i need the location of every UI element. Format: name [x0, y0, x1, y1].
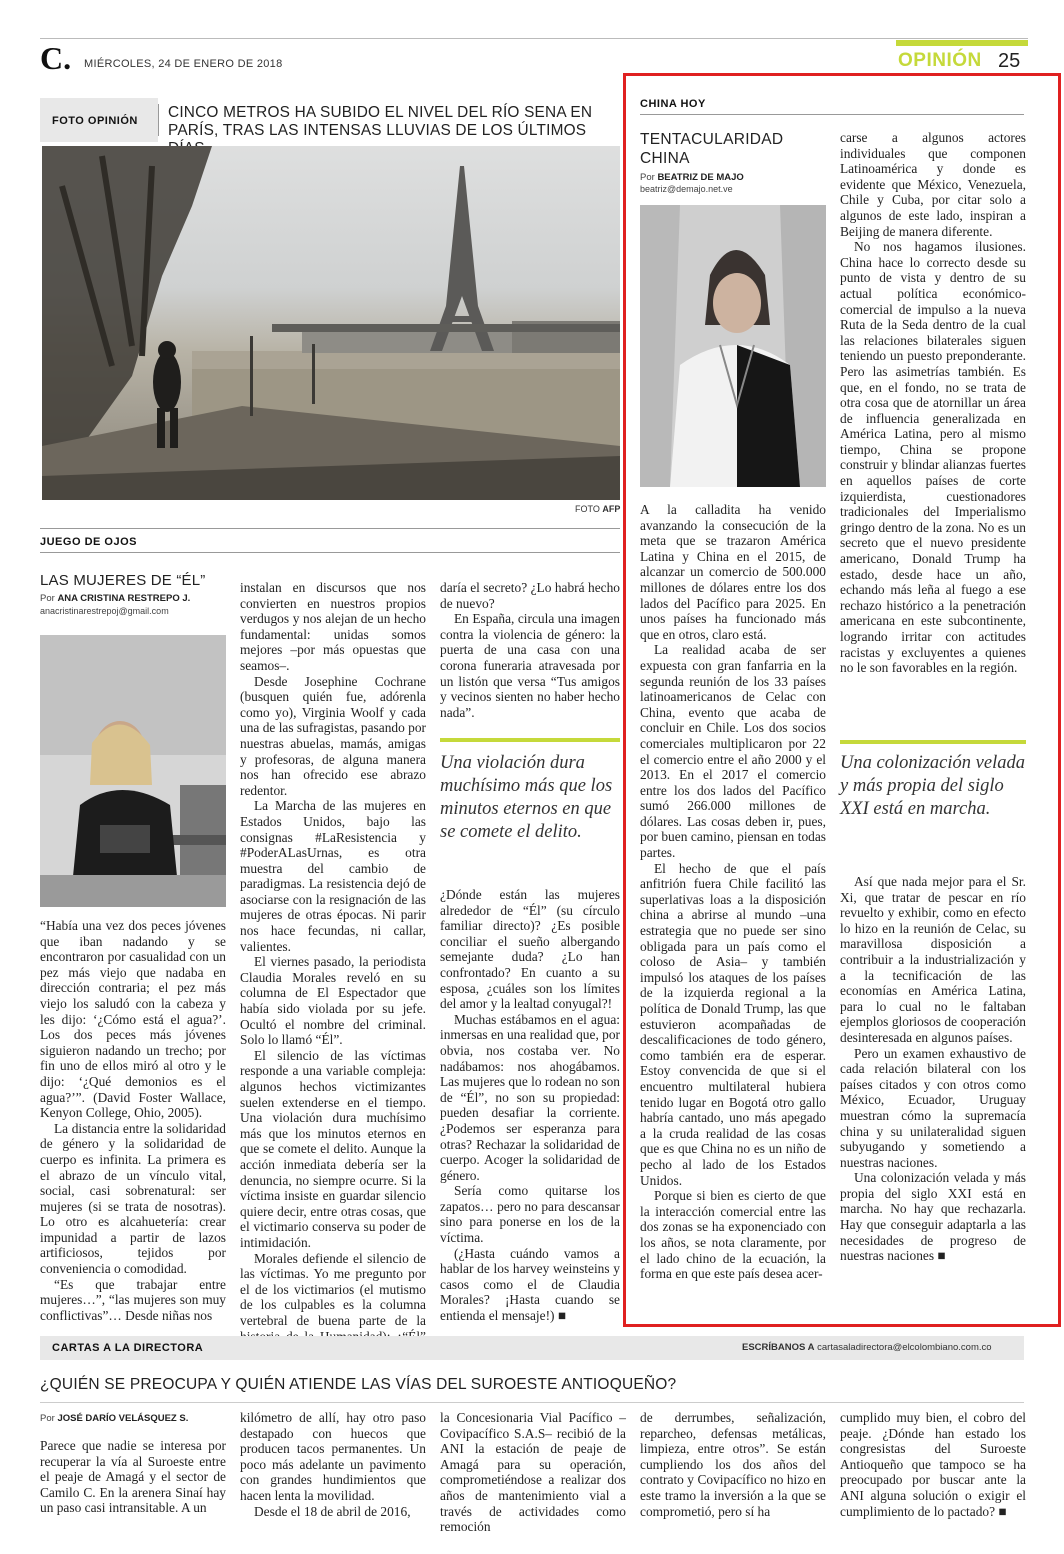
- cartas-byline: [40, 1413, 188, 1424]
- cartas-col2: [240, 1410, 426, 1519]
- paragraph: Así que nada mejor para el Sr. Xi, que tratar de pescar en río revuelto y exhibir, como en efecto lo hizo en la reunión de Celac, su maravillosa disposición a contribuir a la industrialización y a la tecnificación de las economías en América Latina, para lo cual no le faltaban ejemplos gloriosos de cooperación desinteresada en algunos países.: [840, 874, 1026, 1045]
- juego-author: ANA CRISTINA RESTREPO J.: [57, 593, 191, 604]
- paragraph: (¿Hasta cuándo vamos a hablar de los harvey weinsteins y casos como el de Claudia Morales? ¡Hasta cuando se entienda el mensaje!) ■: [440, 1245, 620, 1324]
- juego-title: LAS MUJERES DE “ÉL”: [40, 572, 206, 589]
- paris-flood-photo: [42, 146, 620, 500]
- paragraph: Desde Josephine Cochrane (busquen quién fue, adórenla como yo), Virginia Woolf y cada una de las sufragistas, pasando por nuestras abuelas, mamás, amigas y profesoras, de alguna manera nos han ofrecido ese abrazo redentor.: [240, 673, 426, 798]
- cartas-section-label: CARTAS A LA DIRECTORA: [52, 1342, 204, 1354]
- foto-opinion-title: CINCO METROS HA SUBIDO EL NIVEL DEL RÍO SENA EN PARÍS, TRAS LAS INTENSAS LLUVIAS DE LOS ÚLTIMOS: [168, 104, 593, 139]
- china-section-rule: [640, 114, 1024, 115]
- pull-quote-accent: [440, 738, 620, 742]
- paragraph: La Marcha de las mujeres en Estados Unidos, bajo las consignas #LaResistencia y #PoderALasUrnas, es otra muestra del cambio de paradigmas. La resistencia dejó de asociarse con la resignación de las mujeres de otras épocas. Ni parir nos hace fecundas, ni callar, valientes.: [240, 798, 426, 954]
- china-col2-top: [840, 130, 1026, 676]
- author-photo-demajo-art: [640, 205, 826, 487]
- paragraph: Sería como quitarse los zapatos… pero no para descansar sino para ponerse en los de la víctima.: [440, 1183, 620, 1246]
- foto-opinion-label: FOTO OPINIÓN: [52, 115, 138, 127]
- section-name: OPINIÓN: [898, 50, 982, 71]
- juego-section-rule: [40, 552, 620, 553]
- paragraph: ¿Dónde están las mujeres alrededor de “Él” (su círculo familiar directo)? ¿Es posible conciliar el sueño albergando semejante duda? ¿Lo han confrontado? En cuanto a su esposa, ¿cuáles son los límites del amor y la lealtad conyugal?!: [440, 887, 620, 1012]
- paragraph: de derrumbes, señalización, reparcheo, defensas metálicas, limpieza, entre otros”. Se están cumpliendo los dos años del contrato y Covipacífico no hizo en este tramo la inversión a la que se comprometió, pero sí ha: [640, 1410, 826, 1519]
- paragraph: Porque si bien es cierto de que la interacción comercial entre las dos zonas se ha exponenciado con los años, se nota claramente, por el lado chino de la ecuación, la forma en que este país desea acer-: [640, 1188, 826, 1282]
- paragraph: Pero un examen exhaustivo de cada relación bilateral con los países citados y con otros como México, Ecuador, Uruguay muestran cómo la supremacía china y su unilateralidad siguen subyugando y sometiendo a nuestras naciones.: [840, 1045, 1026, 1170]
- byline-prefix: Por: [640, 172, 655, 183]
- paragraph: carse a algunos actores individuales que componen Latinoamérica y donde es evidente que México, Venezuela, Chile y Cuba, por citar solo a algunos de este lado, inspiran a Beijing de manera diferente.: [840, 130, 1026, 239]
- byline-prefix: Por: [40, 593, 55, 604]
- photo-credit: [575, 504, 620, 514]
- cartas-author: JOSÉ DARÍO VELÁSQUEZ S.: [57, 1413, 189, 1424]
- cartas-col5: [840, 1410, 1026, 1519]
- paragraph: instalan en discursos que nos convierten en nuestros propios verdugos y nos alejan de un hecho fundamental: unidas somos mejores –por más opuestas que seamos–.: [240, 580, 426, 673]
- divider: [158, 104, 159, 136]
- paragraph: “Es que trabajar entre mujeres…”, “las mujeres son muy conflictivas”… Desde niñas nos: [40, 1276, 226, 1323]
- paragraph: No nos hagamos ilusiones. China hace lo correcto desde su punto de vista y dentro de su actual política económico-comercial de impulso a la nueva Ruta de la Seda dentro de la cual las relaciones bilaterales siguen teniendo un puesto preponderante. Pero las asimetrías también. Es que, en el fondo, no se trata de otra cosa que de atornillar un área de influencia generalizada en América Latina, pero al mismo tiempo, China se propone construir y blindar alianzas fuertes en aquellos países de corte izquierdista, cuestionadores tradicionales del Imperialismo gringo dentro de la zona. No es un secreto que el nuevo presidente americano, Donald Trump ha estado, desde hace un año, echando más leña al fuego a ese rechazo histórico a la penetración americana en este subcontinente, logrando irritar con actitudes racistas y excluyentes a quienes no le son favorables en la región.: [840, 239, 1026, 676]
- paragraph: El silencio de las víctimas responde a una variable compleja: algunos hechos victimizantes suelen extenderse en el tiempo. Una violación dura muchísimo más que los minutos eternos en que se comete el delito. Aunque la acción inmediata debería ser la denuncia, no siempre ocurre. Si la víctima insiste en guardar silencio quiere decir, entre otras cosas, que el victimario conserva su poder de intimidación.: [240, 1047, 426, 1250]
- paragraph: “Había una vez dos peces jóvenes que iban nadando y se encontraron por casualidad con un pez más viejo que nadaba en dirección contraria; el pez más viejo los saludó con la cabeza y les dijo: ‘¿Cómo está el agua?’. Los dos peces más jóvenes siguieron nadando un trecho; por fin uno de ellos miró al otro y le dijo: ‘¿Qué demonios es el agua?’”. (David Foster Wallace, Kenyon College, Ohio, 2005).: [40, 918, 226, 1121]
- paragraph: Muchas estábamos en el agua: inmersas en una realidad que, por obvia, nos costaba ver. No nadábamos: nos ahogábamos. Las mujeres que lo rodean no son de “Él”, no son su propiedad: pueden desafiar la corriente. ¿Podemos ser esperanza para otras? Rechazar la solidaridad de cuerpo. Acoger la solidaridad de género.: [440, 1011, 620, 1183]
- cartas-col4: [640, 1410, 826, 1519]
- paragraph: Parece que nadie se interesa por recuperar la vía al Suroeste entre el peaje de Amagá y el sector de Camilo C. En la arenera Sinaí hay un paso casi intransitable. A un: [40, 1438, 226, 1516]
- paragraph: kilómetro de allí, hay otro paso destapado con huecos que producen tacos permanentes. Un poco más adelante un pavimento con grandes hundimientos que hacen lenta la movilidad.: [240, 1410, 426, 1503]
- photo-credit-agency: AFP: [602, 504, 621, 514]
- juego-pull-quote: Una violación dura muchísimo más que los minutos eternos en que se comete el delito.: [440, 753, 613, 842]
- paragraph: Morales defiende el silencio de las víctimas. Yo me pregunto por el de los victimarios (el mutismo de los culpables es la columna vertebral de buena parte de la: [240, 1250, 426, 1328]
- paragraph: A la calladita ha venido avanzando la consecución de la meta que se trazaron América Latina y China en el 2015, de alcanzar un comercio de 500.000 millones de dólares entre los dos lados del Pacífico para 2025. En unos países ha funcionado más que en otros, claro está.: [640, 502, 826, 642]
- author-photo-demajo: [640, 205, 826, 487]
- juego-col2: [240, 580, 426, 1360]
- paragraph: En España, circula una imagen contra la violencia de género: la puerta de una casa con una corona funeraria atravesada por un listón que versa “Tus amigos y vecinos sienten no haber hecho nada”.: [440, 611, 620, 720]
- paragraph: La distancia entre la solidaridad de género y la solidaridad de cuerpo es infinita. La primera es el abrazo de un vínculo vital, social, casi sobrenatural: ser mujeres (si se trata de nosotras). Lo otro es alcahuetería: crear impunidad a partir de lazos artificiosos, tejidos por conveniencia o comodidad.: [40, 1120, 226, 1277]
- cartas-col3: [440, 1410, 626, 1535]
- cartas-title: ¿QUIÉN SE PREOCUPA Y QUIÉN ATIENDE LAS VÍAS DEL SUROESTE ANTIOQUEÑO?: [40, 1376, 677, 1393]
- author-photo-restrepo-art: [40, 635, 226, 907]
- paragraph: cumplido muy bien, el cobro del peaje. ¿Dónde han estado los congresistas del Suroeste Antioqueño que tampoco se ha preocupado por buscar ante la ANI alguna solución o exigir el cumplimiento de lo pactado? ■: [840, 1410, 1026, 1519]
- cartas-write-to: [742, 1342, 992, 1353]
- author-photo-restrepo: [40, 635, 226, 907]
- juego-email: anacristinarestrepoj@gmail.com: [40, 606, 169, 616]
- paragraph: daría el secreto? ¿Lo habrá hecho de nuevo?: [440, 580, 620, 611]
- paragraph: la Concesionaria Vial Pacífico – Covipacífico S.A.S– recibió de la ANI la estación de peaje de Amagá para su operación, comprometiéndose a realizar dos años de mantenimiento vial a través de actividades como remoción: [440, 1410, 626, 1535]
- write-label: ESCRÍBANOS A: [742, 1342, 815, 1353]
- photo-scene: [42, 146, 620, 500]
- paragraph: El hecho de que el país anfitrión fuera Chile facilitó las superlativas loas a la disposición china a abrirse al mundo –una estrategia que no puede ser sino obligada para un país como el coloso de Asia– y también impulsó los ataques de los países de la izquierda regional a la política de Donald Trump, las que estuvieron acompañadas de descalificaciones de todo género, como también era de esperar. Estoy convencida de que si el encuentro multilateral hubiera tenido lugar en Bogotá otro gallo habría cantado, uno más apegado a la cruda realidad de las cosas que es que China no es un niño de pecho al lado de los Estados Unidos.: [640, 860, 826, 1188]
- juego-top-rule: [40, 528, 620, 529]
- china-title: TENTACULARIDAD CHINA: [640, 131, 784, 167]
- juego-byline: [40, 593, 190, 604]
- juego-col3-top: [440, 580, 620, 720]
- paragraph: Desde el 18 de abril de 2016,: [254, 1503, 411, 1519]
- byline-prefix: Por: [40, 1413, 55, 1424]
- china-email: beatriz@demajo.net.ve: [640, 184, 733, 194]
- paragraph: Una colonización velada y más propia del siglo XXI está en marcha. No hay que rechazarla. Hay que conseguir adaptarla a las necesidades de progreso de nuestras naciones ■: [840, 1170, 1026, 1264]
- juego-section-label: JUEGO DE OJOS: [40, 536, 137, 548]
- section-accent-bar: [896, 40, 1028, 46]
- china-author: BEATRIZ DE MAJO: [657, 172, 744, 183]
- page-number: 25: [998, 50, 1021, 72]
- china-pull-quote: Una colonización velada y más propia del siglo XXI está en marcha.: [840, 753, 1025, 819]
- foto-opinion: [40, 98, 622, 518]
- juego-col1: [40, 918, 226, 1323]
- juego-col3-bottom: [440, 887, 620, 1324]
- paragraph: El viernes pasado, la periodista Claudia Morales reveló en su columna de El Espectador que había sido violada por su jefe. Ocultó el nombre del criminal. Solo lo llamó “Él”.: [240, 954, 426, 1048]
- issue-date: MIÉRCOLES, 24 DE ENERO DE 2018: [84, 58, 283, 70]
- china-col2-bottom: [840, 874, 1026, 1264]
- china-byline: [640, 172, 744, 183]
- cartas-col1: [40, 1438, 226, 1516]
- write-email[interactable]: cartasaladirectora@elcolombiano.com.co: [817, 1342, 992, 1353]
- logo: C.: [40, 40, 72, 76]
- pull-quote-accent: [840, 740, 1026, 744]
- cartas-rule: [40, 1402, 1024, 1403]
- page-header: [40, 38, 1028, 78]
- china-col1: [640, 502, 826, 1282]
- paragraph: La realidad acaba de ser expuesta con gran fanfarria en la segunda reunión de los 33 países latinoamericanos de Celac con China, evento que acaba de concluir en Chile. Los dos socios comerciales multiplicaron por 22 el comercio entre el año 2000 y el 2013. En el 2017 el comercio entre los dos lados del Pacífico sumó 266.000 millones de dólares. Las cosas deben ir, pues, por buen camino, piensan en todas partes.: [640, 642, 826, 861]
- photo-credit-prefix: FOTO: [575, 504, 600, 514]
- china-section-label: CHINA HOY: [640, 98, 706, 110]
